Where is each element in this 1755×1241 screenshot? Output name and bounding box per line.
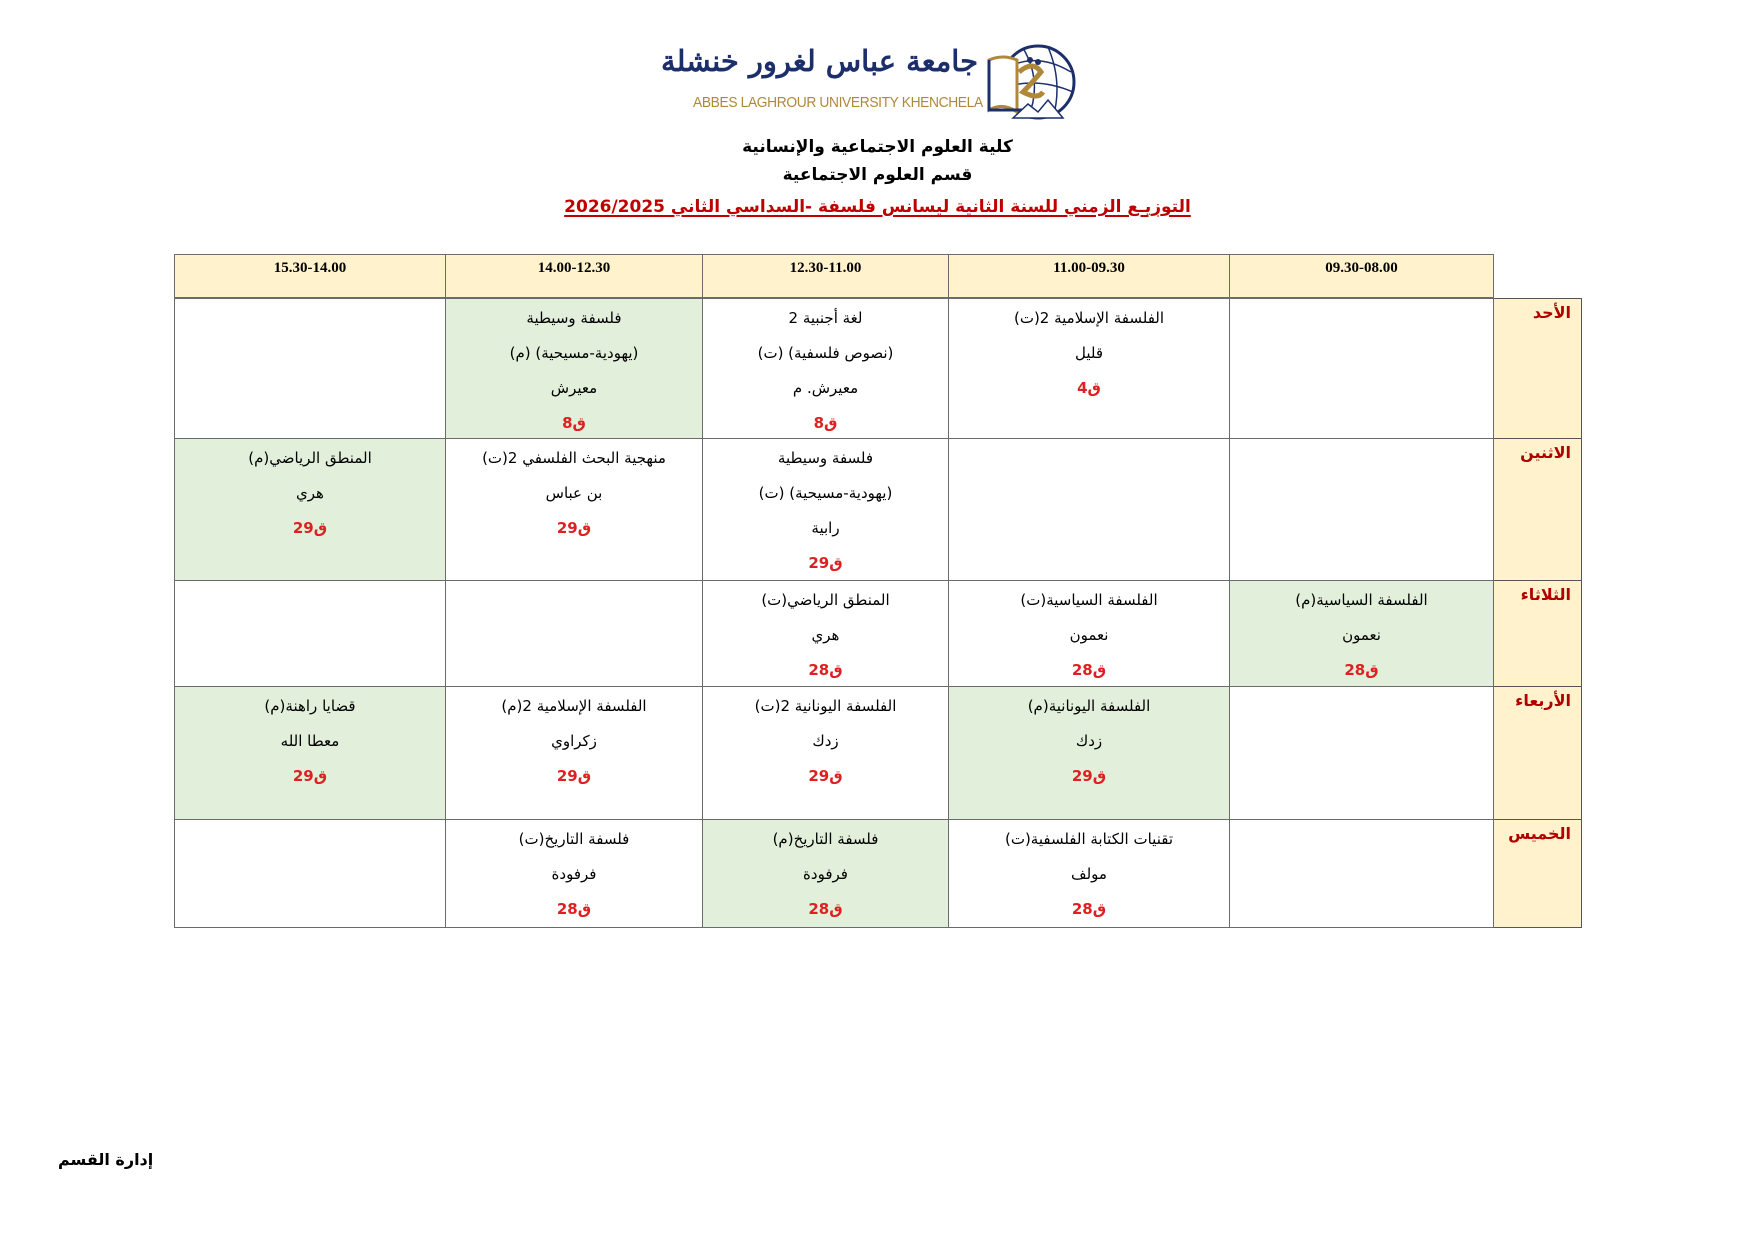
room-number: ق8 [813,414,838,432]
room-number: ق28 [808,661,843,679]
empty-slot-cell [1229,819,1494,928]
room-number: ق4 [1077,379,1101,397]
class-session-cell [702,580,949,687]
university-emblem-icon [983,42,1078,124]
instructor-name: رابية [811,519,840,537]
course-title-line: (نصوص فلسفية) (ت) [757,344,894,362]
room-number: ق28 [1071,661,1107,679]
course-title-line: الفلسفة اليونانية 2(ت) [754,697,897,715]
day-label: الثلاثاء [1493,580,1582,687]
room-number: ق29 [292,767,328,785]
empty-slot-cell [174,819,446,928]
class-session-cell [445,298,703,439]
course-title-line: لغة أجنبية 2 [788,309,863,327]
course-title-line: تقنيات الكتابة الفلسفية(ت) [1004,830,1174,848]
class-session-cell [445,819,703,928]
class-session-cell [1229,580,1494,687]
class-session-cell [948,298,1230,439]
faculty-name: كلية العلوم الاجتماعية والإنسانية [742,137,1013,157]
empty-slot-cell [1229,438,1494,581]
course-title-line: الفلسفة السياسية(م) [1295,591,1428,609]
empty-slot-cell [445,580,703,687]
course-title-line: منهجية البحث الفلسفي 2(ت) [482,449,666,467]
empty-slot-cell [1229,686,1494,820]
time-slot-header-1: 09.30-08.00 [1229,254,1494,298]
day-label: الاثنين [1493,438,1582,581]
instructor-name: معيرش. م [792,379,859,397]
room-number: ق29 [556,767,592,785]
class-session-cell [948,819,1230,928]
class-session-cell [445,686,703,820]
instructor-name: زكراوي [551,732,597,750]
page-title [0,197,1755,217]
class-session-cell [702,819,949,928]
university-name-arabic: جامعة عباس لغرور خنشلة [661,44,978,78]
room-number: ق29 [1071,767,1107,785]
university-logo [661,42,1078,124]
room-number: ق28 [1071,900,1107,918]
class-session-cell [702,438,949,581]
class-session-cell [174,438,446,581]
instructor-name: هري [811,626,840,644]
class-session-cell [948,686,1230,820]
instructor-name: معيرش [550,379,598,397]
instructor-name: فرفودة [803,865,848,883]
time-slot-header-5: 15.30-14.00 [174,254,446,298]
day-label: الخميس [1493,819,1582,928]
course-title-line: الفلسفة السياسية(ت) [1020,591,1158,609]
class-session-cell [702,686,949,820]
instructor-name: قليل [1074,344,1104,362]
instructor-name: مولف [1071,865,1107,883]
class-session-cell [702,298,949,439]
empty-slot-cell [174,298,446,439]
instructor-name: زدك [812,732,839,750]
course-title-line: (يهودية-مسيحية) (ت) [758,484,893,502]
course-title-line: المنطق الرياضي(ت) [761,591,890,609]
department-name: قسم العلوم الاجتماعية [782,165,973,185]
course-title-line: فلسفة التاريخ(م) [772,830,879,848]
course-title-line: الفلسفة اليونانية(م) [1027,697,1151,715]
instructor-name: زدك [1075,732,1103,750]
instructor-name: نعمون [1069,626,1109,644]
time-slot-header-4: 14.00-12.30 [445,254,703,298]
room-number: ق28 [556,900,592,918]
class-session-cell [174,686,446,820]
day-label: الأربعاء [1493,686,1582,820]
instructor-name: بن عباس [545,484,603,502]
course-title-line: قضايا راهنة(م) [264,697,356,715]
course-title-line: (يهودية-مسيحية) (م) [509,344,639,362]
class-session-cell [948,580,1230,687]
course-title-line: الفلسفة الإسلامية 2(ت) [1013,309,1165,327]
instructor-name: نعمون [1342,626,1381,644]
empty-slot-cell [1229,298,1494,439]
room-number: ق8 [562,414,586,432]
course-title-line: فلسفة وسيطية [777,449,874,467]
empty-slot-cell [948,438,1230,581]
instructor-name: فرفودة [551,865,597,883]
course-title-line: المنطق الرياضي(م) [248,449,372,467]
time-slot-header-3: 12.30-11.00 [702,254,949,298]
room-number: ق29 [292,519,328,537]
course-title-line: فلسفة وسيطية [526,309,622,327]
room-number: ق29 [808,554,843,572]
room-number: ق29 [808,767,843,785]
class-session-cell [445,438,703,581]
day-label: الأحد [1493,298,1582,439]
room-number: ق28 [1344,661,1379,679]
course-title-line: فلسفة التاريخ(ت) [518,830,630,848]
room-number: ق28 [808,900,843,918]
page-title-text: التوزيـع الزمني للسنة الثانية ليسانس فلسفة -السداسي الثاني 2026/2025 [564,197,1191,217]
course-title-line: الفلسفة الإسلامية 2(م) [501,697,647,715]
instructor-name: معطا الله [280,732,340,750]
room-number: ق29 [556,519,592,537]
time-slot-header-2: 11.00-09.30 [948,254,1230,298]
university-name-english: ABBES LAGHROUR UNIVERSITY KHENCHELA [693,94,983,111]
instructor-name: هري [296,484,324,502]
empty-slot-cell [174,580,446,687]
department-signature: إدارة القسم [58,1150,154,1169]
